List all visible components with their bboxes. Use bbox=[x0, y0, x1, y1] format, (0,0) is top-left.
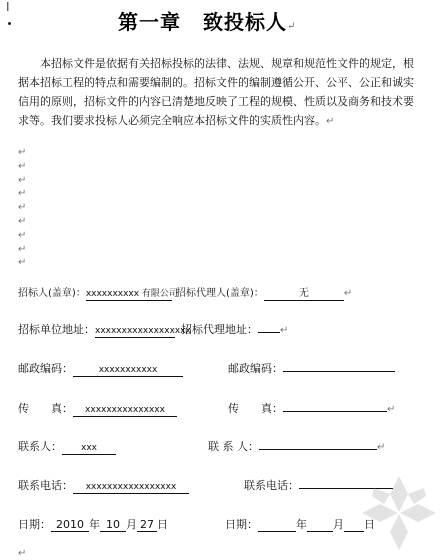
year-char: 年 bbox=[89, 518, 100, 531]
agent-label: 招标代理人(盖章)： bbox=[176, 288, 264, 299]
paragraph-mark: ↵ bbox=[18, 548, 27, 559]
fax-label: 传 真： bbox=[18, 402, 73, 415]
date-day: 27 bbox=[137, 519, 157, 532]
text-cursor-mark: I bbox=[6, 0, 10, 14]
postcode-row bbox=[18, 360, 183, 377]
phone-label: 联系电话： bbox=[18, 479, 73, 492]
blank-line: ↵ bbox=[18, 188, 27, 200]
bidder-label: 招标人(盖章)： bbox=[18, 288, 86, 299]
agent-date-month bbox=[307, 519, 333, 532]
agent-date-label: 日期： bbox=[225, 518, 258, 531]
fax-row bbox=[18, 400, 177, 417]
blank-line: ↵ bbox=[18, 215, 27, 227]
paragraph-mark: ↵ bbox=[287, 21, 297, 32]
agent-value: 无 bbox=[264, 288, 344, 301]
unit-address-label: 招标单位地址： bbox=[18, 323, 95, 336]
agent-contact-row bbox=[208, 438, 385, 454]
agent-address-row bbox=[181, 321, 288, 337]
date-month: 10 bbox=[100, 519, 126, 532]
agent-contact-label: 联 系 人： bbox=[208, 440, 259, 453]
postcode-value: xxxxxxxxxxx bbox=[73, 364, 183, 377]
chapter-number: 第一章 bbox=[118, 10, 181, 34]
agent-address-label: 招标代理地址： bbox=[181, 323, 258, 336]
date-label: 日期： bbox=[18, 518, 51, 531]
agent-phone-label: 联系电话： bbox=[244, 479, 299, 492]
agent-date-row bbox=[225, 516, 375, 532]
paragraph-mark: ↵ bbox=[280, 325, 289, 336]
blank-line: ↵ bbox=[18, 160, 27, 172]
date-row bbox=[18, 516, 168, 532]
agent-date-year bbox=[258, 519, 296, 532]
postcode-label: 邮政编码： bbox=[18, 362, 73, 375]
agent-postcode-label: 邮政编码： bbox=[228, 362, 283, 375]
month-char: 月 bbox=[126, 518, 137, 531]
bidder-row bbox=[18, 284, 178, 301]
blank-line: ↵ bbox=[18, 202, 27, 214]
day-char: 日 bbox=[157, 518, 168, 531]
blank-lines bbox=[18, 146, 26, 270]
agent-month-char: 月 bbox=[333, 518, 344, 531]
contact-label: 联系人： bbox=[18, 440, 62, 453]
bullet-dot bbox=[8, 22, 11, 25]
date-year: 2010 bbox=[51, 519, 89, 532]
bidder-value: xxxxxxxxxx 有限公司 bbox=[85, 289, 178, 299]
phone-row bbox=[18, 477, 189, 494]
blank-line: ↵ bbox=[18, 174, 27, 186]
blank-line: ↵ bbox=[18, 257, 27, 269]
agent-year-char: 年 bbox=[296, 518, 307, 531]
contact-value: xxx bbox=[62, 442, 116, 455]
agent-day-char: 日 bbox=[364, 518, 375, 531]
agent-row bbox=[176, 284, 352, 301]
blank-line: ↵ bbox=[18, 243, 27, 255]
paragraph-mark: ↵ bbox=[326, 116, 335, 127]
paragraph-mark: ↵ bbox=[387, 404, 396, 415]
unit-address-row bbox=[18, 321, 191, 338]
intro-paragraph bbox=[18, 54, 418, 131]
agent-address-value bbox=[258, 332, 280, 333]
agent-fax-row bbox=[228, 400, 395, 416]
blank-line: ↵ bbox=[18, 229, 27, 241]
unit-address-value: xxxxxxxxxxxxxxxxxx bbox=[95, 326, 191, 336]
chapter-title bbox=[118, 6, 296, 35]
blank-line: ↵ bbox=[18, 147, 27, 158]
contact-row bbox=[18, 438, 116, 455]
paragraph-mark: ↵ bbox=[343, 288, 353, 299]
agent-contact-value bbox=[259, 449, 377, 450]
agent-fax-value bbox=[283, 411, 387, 412]
intro-text: 本招标文件是依据有关招标投标的法律、法规、规章和规范性文件的规定，根据本招标工程的特点和需要编制的。招标文件的编制遵循公开、公平、公正和诚实信用的原则，招标文件的内容已清楚地反映了工程的规模、性质以及商务和技术要求等。我们要求投标人必须完全响应本招标文件的实质性内容。 bbox=[18, 57, 414, 127]
agent-postcode-value bbox=[283, 371, 395, 372]
chapter-name: 致投标人 bbox=[203, 10, 287, 34]
diamond-logo-icon bbox=[360, 474, 438, 552]
agent-fax-label: 传 真： bbox=[228, 402, 283, 415]
agent-postcode-row bbox=[228, 360, 395, 376]
phone-value: xxxxxxxxxxxxxxxxx bbox=[73, 481, 189, 494]
fax-value: xxxxxxxxxxxxxxx bbox=[73, 404, 177, 417]
paragraph-mark: ↵ bbox=[377, 442, 386, 453]
